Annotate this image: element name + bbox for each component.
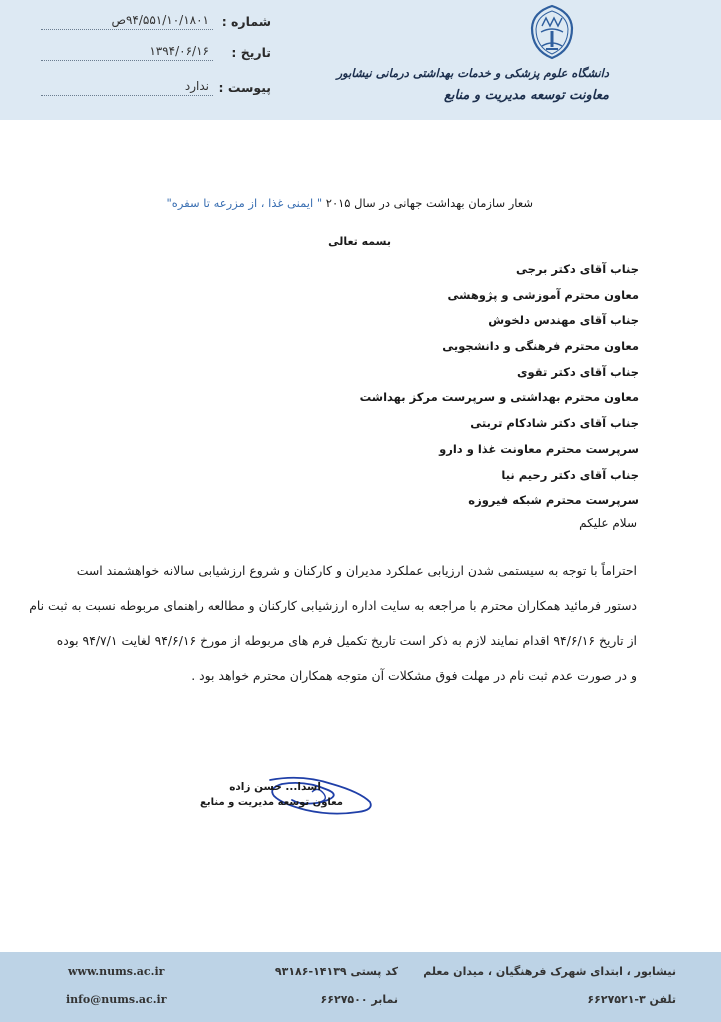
body-line: و در صورت عدم ثبت نام در مهلت فوق مشکلات آن متوجه همکاران محترم خواهد بود .: [191, 668, 637, 683]
body-line: از تاریخ ۹۴/۶/۱۶ اقدام نمایند لازم به ذکر است تاریخ تکمیل فرم های مربوطه از مورخ ۹۴/۶/۱۶ لغایت ۹۴/۷/۱ بوده: [56, 633, 637, 648]
recipient-line: سرپرست محترم معاونت غذا و دارو: [439, 441, 639, 456]
recipient-line: جناب آقای دکتر برجی: [515, 262, 639, 276]
body-line: دستور فرمائید همکاران محترم با مراجعه به سایت اداره ارزشیابی کارکنان و مطالعه راهنمای مربوطه نسبت به ثبت نام: [29, 598, 637, 613]
slogan: [167, 196, 533, 210]
recipient-line: سرپرست محترم شبکه فیروزه: [468, 493, 639, 508]
university-logo-icon: [527, 4, 577, 60]
recipient-line: معاون محترم بهداشتی و سرپرست مرکز بهداشت: [359, 390, 639, 405]
letter-number-row: [41, 14, 271, 34]
body-line: احتراماً با توجه به سیستمی شدن ارزیابی عملکرد مدیران و کارکنان و شروع ارزشیابی سالانه خواهشمند است: [76, 563, 637, 578]
letter-date-label: تاریخ :: [231, 45, 271, 60]
attachment-row: [41, 80, 271, 100]
recipient-list: [360, 262, 639, 519]
footer-band: [0, 952, 721, 1022]
letter-date-row: [41, 45, 271, 65]
greeting: سلام علیکم: [579, 516, 637, 530]
attachment-label: پیوست :: [218, 80, 271, 95]
footer-email-link[interactable]: info@nums.ac.ir: [66, 993, 167, 1006]
signer-title: معاون توسعه مدیریت و منابع: [200, 797, 343, 808]
signer-name: اسدا... حسن زاده: [229, 781, 321, 793]
footer-postal-code: کد پستی ۱۴۱۳۹-۹۳۱۸۶: [274, 965, 398, 978]
dotted-line: [41, 95, 213, 96]
letter-date-value: ۱۳۹۴/۰۶/۱۶: [149, 44, 209, 58]
handwritten-signature-icon: [262, 772, 380, 818]
footer-fax: نمابر ۶۶۲۷۵۰۰: [320, 993, 398, 1006]
recipient-line: معاون محترم فرهنگی و دانشجویی: [442, 339, 639, 354]
slogan-quote: " ایمنی غذا ، از مزرعه تا سفره": [166, 196, 323, 210]
letter-number-value: ۹۴/۵۵۱/۱۰/۱۸۰۱ص: [111, 13, 209, 27]
slogan-text: شعار سازمان بهداشت جهانی در سال ۲۰۱۵: [325, 196, 533, 210]
dotted-line: [41, 29, 213, 30]
recipient-line: جناب آقای دکتر شادکام تربتی: [470, 416, 639, 431]
footer-address: نیشابور ، ابتدای شهرک فرهنگیان ، میدان معلم: [423, 965, 676, 978]
footer-website-link[interactable]: www.nums.ac.ir: [68, 965, 165, 978]
recipient-line: جناب آقای مهندس دلخوش: [488, 313, 639, 328]
letter-number-label: شماره :: [221, 14, 271, 29]
recipient-line: جناب آقای دکتر تقوی: [517, 364, 639, 379]
department-name: معاونت توسعه مدیریت و منابع: [443, 88, 609, 103]
recipient-line: جناب آقای دکتر رحیم نیا: [501, 467, 639, 482]
footer-phone: تلفن ۳-۶۶۲۷۵۲۱: [587, 993, 676, 1006]
attachment-value: ندارد: [184, 79, 209, 93]
recipient-line: معاون محترم آموزشی و پژوهشی: [447, 287, 639, 302]
dotted-line: [41, 60, 213, 61]
university-name: دانشگاه علوم پزشکی و خدمات بهداشتی درمانی نیشابور: [336, 66, 609, 80]
basmala: بسمه تعالی: [328, 235, 391, 248]
